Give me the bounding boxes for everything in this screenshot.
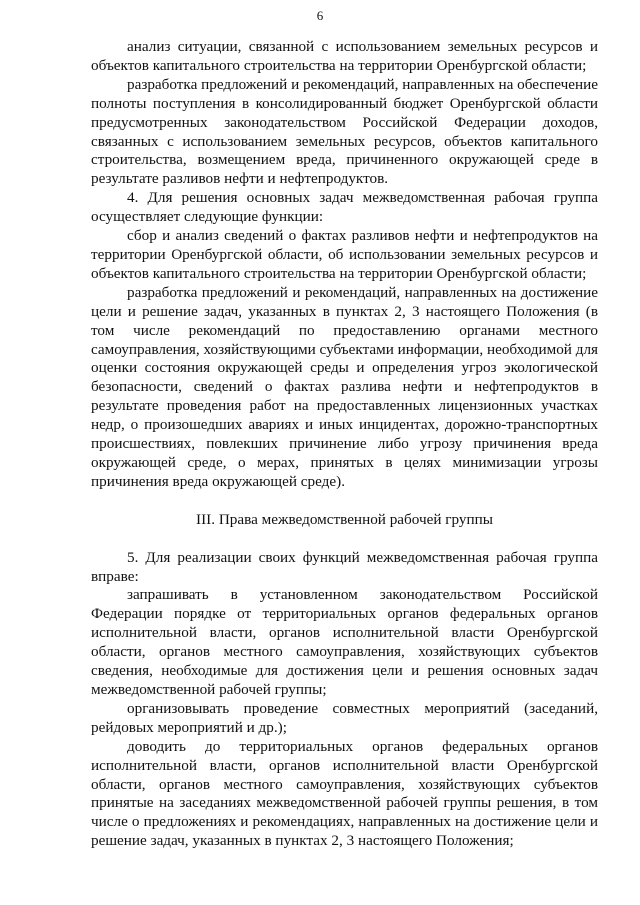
- paragraph-request-info: запрашивать в установленном законодательством Российской Федерации порядке от территориальных органов федеральных органов исполнительной власти, органов исполнительной власти Оренбургской области, органов местного самоуправления, хозяйствующих субъектов сведения, необходимые для достижения цели и решения основных задач межведомственной рабочей группы;: [91, 586, 598, 698]
- paragraph-communicate-decisions: доводить до территориальных органов федеральных органов исполнительной власти, органов исполнительной власти Оренбургской области, органов местного самоуправления, хозяйствующих субъектов принятые на заседаниях межведомственной рабочей группы решения, в том числе о предложениях и рекомендациях, направленных на достижение цели и решение задач, указанных в пунктах 2, 3 настоящего Положения;: [91, 737, 598, 850]
- paragraph-oil-spill-data: сбор и анализ сведений о фактах разливов нефти и нефтепродуктов на территории Оренбургской области, об использовании земельных ресурсов и объектов капитального строительства на территории Оренбургской области;: [91, 227, 598, 282]
- paragraph-recommendations: разработка предложений и рекомендаций, направленных на достижение цели и решение задач, указанных в пунктах 2, 3 настоящего Положения (в том числе рекомендаций по предоставлению органами местного самоуправления, хозяйствующими субъектами информации, необходимой для оценки состояния окружающей среды и определения угроз экологической безопасности, сведений о фактах разлива нефти и нефтепродуктов в результате проведения работ на предоставленных лицензионных участках недр, о произошедших авариях и иных инцидентах, дорожно-транспортных происшествиях, повлекших причинение либо угрозу причинения вреда окружающей среде, о мерах, принятых в целях минимизации угрозы причинения вреда окружающей среде).: [91, 283, 599, 490]
- paragraph-item-5: 5. Для реализации своих функций межведомственная рабочая группа вправе:: [91, 548, 598, 585]
- paragraph-land-analysis: анализ ситуации, связанной с использованием земельных ресурсов и объектов капитального строительства на территории Оренбургской области;: [91, 38, 598, 74]
- spacer: [91, 530, 598, 549]
- section-heading: III. Права межведомственной рабочей группы: [196, 510, 493, 528]
- paragraph-item-4: 4. Для решения основных задач межведомственная рабочая группа осуществляет следующие функции:: [91, 189, 598, 226]
- spacer: [91, 492, 598, 511]
- page-number: 6: [316, 8, 324, 23]
- paragraph-budget-proposals: разработка предложений и рекомендаций, направленных на обеспечение полноты поступления в консолидированный бюджет Оренбургской области предусмотренных законодательством Российской Федерации доходов, связанных с использованием земельных ресурсов, объектов капитального строительства, возмещением вреда, причиненного окружающей среде в результате разливов нефти и нефтепродуктов.: [91, 75, 598, 188]
- paragraph-organize-events: организовывать проведение совместных мероприятий (заседаний, рейдовых мероприятий и др.);: [91, 699, 598, 736]
- document-body: [91, 38, 598, 851]
